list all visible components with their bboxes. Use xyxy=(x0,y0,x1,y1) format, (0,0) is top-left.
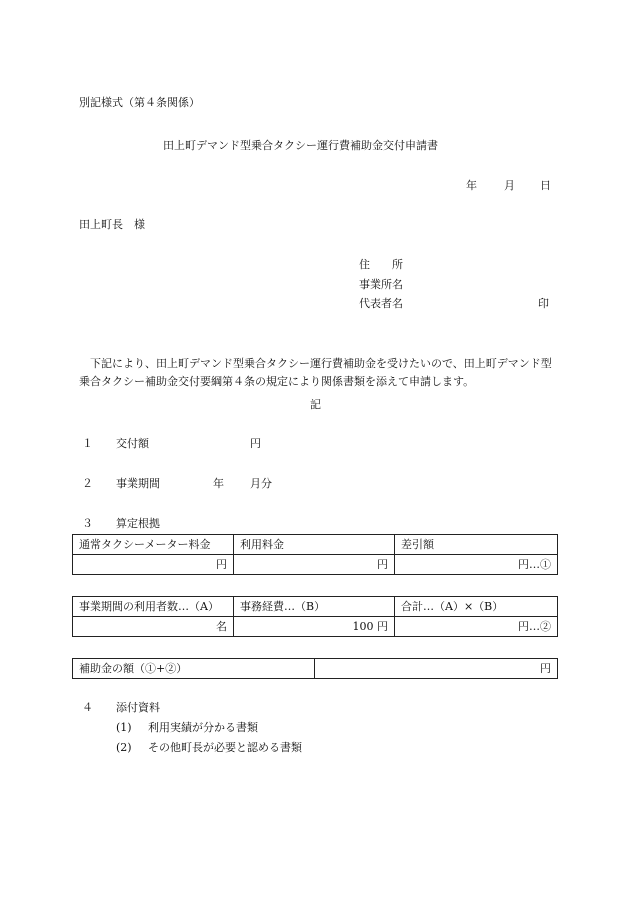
table2-header-users: 事業期間の利用者数…（A） xyxy=(73,597,234,617)
item2-month: 月分 xyxy=(250,477,272,490)
item2-number: ２ xyxy=(82,477,93,490)
ki-heading: 記 xyxy=(310,398,321,411)
item4-label: 添付資料 xyxy=(116,701,160,714)
table1-header-fare: 利用料金 xyxy=(234,535,395,555)
table-row xyxy=(73,555,558,575)
item1-unit: 円 xyxy=(250,437,261,450)
table-row xyxy=(73,617,558,637)
table1-value-meter: 円 xyxy=(73,555,234,575)
office-name-label: 事業所名 xyxy=(359,278,403,291)
subsidy-amount-table xyxy=(72,658,558,679)
subsidy-amount-label: 補助金の額（①+②） xyxy=(73,659,315,679)
table2-header-total: 合計…（A）×（B） xyxy=(395,597,558,617)
calc-table-2 xyxy=(72,596,558,637)
item3-label: 算定根拠 xyxy=(116,517,160,530)
attachment-1-text: 利用実績が分かる書類 xyxy=(148,721,258,734)
item3-number: ３ xyxy=(82,517,93,530)
table-row xyxy=(73,659,558,679)
table1-header-meter: 通常タクシーメーター料金 xyxy=(73,535,234,555)
table2-header-expense: 事務経費…（B） xyxy=(234,597,395,617)
table1-value-difference: 円…① xyxy=(395,555,558,575)
table-row xyxy=(73,597,558,617)
request-paragraph: 下記により、田上町デマンド型乗合タクシー運行費補助金を受けたいので、田上町デマンド型乗合タクシー補助金交付要綱第４条の規定により関係書類を添えて申請します。 xyxy=(79,357,552,388)
form-label: 別記様式（第４条関係） xyxy=(79,96,200,109)
date-year: 年 xyxy=(466,179,477,192)
table1-header-difference: 差引額 xyxy=(395,535,558,555)
subsidy-amount-value: 円 xyxy=(315,659,558,679)
item4-number: ４ xyxy=(82,701,93,714)
item2-label: 事業期間 xyxy=(116,477,160,490)
table1-value-fare: 円 xyxy=(234,555,395,575)
date-month: 月 xyxy=(504,179,515,192)
attachment-1-number: (1) xyxy=(116,721,132,734)
item1-number: １ xyxy=(82,437,93,450)
item1-label: 交付額 xyxy=(116,437,149,450)
seal-mark: 印 xyxy=(538,297,549,310)
table2-value-total: 円…② xyxy=(395,617,558,637)
calc-table-1 xyxy=(72,534,558,575)
item2-year: 年 xyxy=(213,477,224,490)
document-title: 田上町デマンド型乗合タクシー運行費補助金交付申請書 xyxy=(163,139,438,152)
date-day: 日 xyxy=(540,179,551,192)
addressee: 田上町長 様 xyxy=(79,218,145,231)
table-row xyxy=(73,535,558,555)
representative-label: 代表者名 xyxy=(359,297,403,310)
address-label: 住 所 xyxy=(359,258,403,271)
table2-value-expense: 100 円 xyxy=(234,617,395,637)
attachment-2-number: (2) xyxy=(116,741,132,754)
attachment-2-text: その他町長が必要と認める書類 xyxy=(148,741,302,754)
table2-value-users: 名 xyxy=(73,617,234,637)
